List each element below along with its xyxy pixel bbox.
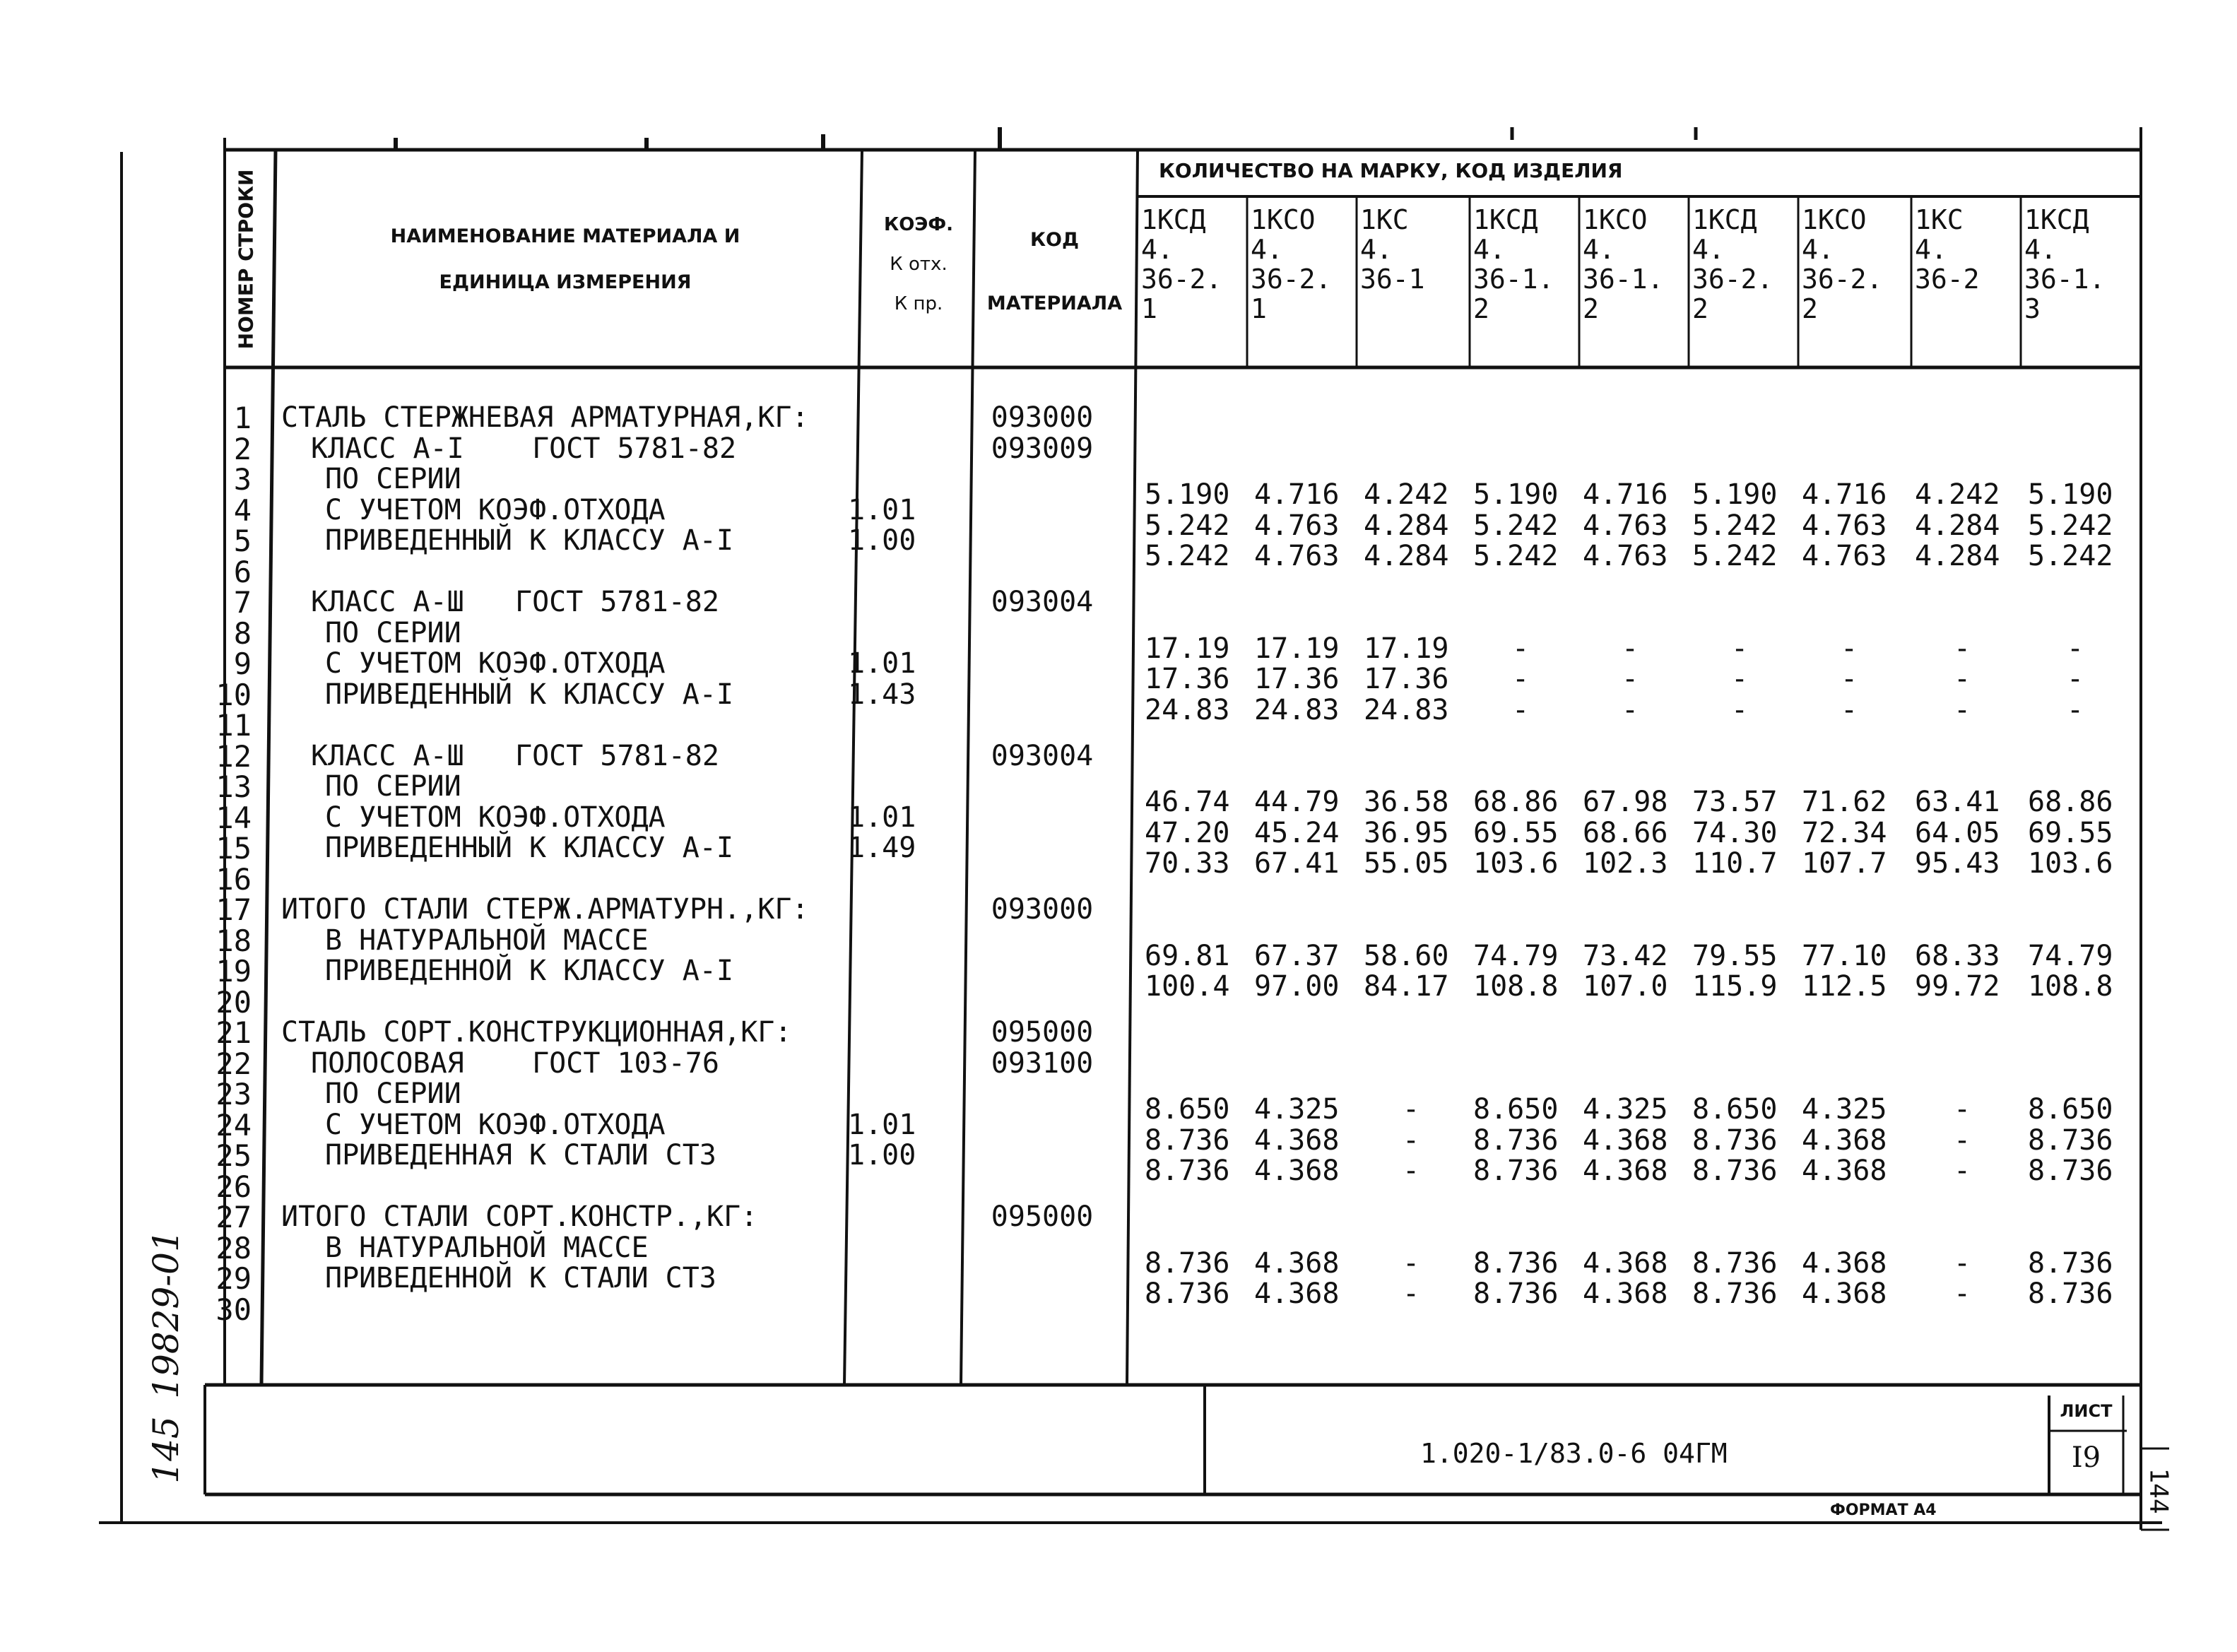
quantity-value: 5.242 <box>2028 540 2113 572</box>
row-number-header: НОМЕР СТРОКИ <box>234 169 258 350</box>
quantity-value: 74.79 <box>1473 939 1559 972</box>
quantity-value: 70.33 <box>1145 847 1230 880</box>
document-code: 1.020-1/83.0-6 04ГМ <box>1420 1438 1728 1469</box>
material-name: ПРИВЕДЕННЫЙ К КЛАССУ А-I <box>325 678 733 711</box>
quantity-value: 4.325 <box>1583 1093 1668 1126</box>
quantity-value: 69.81 <box>1145 939 1230 972</box>
quantity-value: 5.242 <box>1473 540 1559 572</box>
row-number: 9 <box>233 647 252 681</box>
quantity-value: - <box>1403 1155 1420 1187</box>
material-name: ПРИВЕДЕННОЙ К КЛАССУ А-I <box>325 955 733 987</box>
quantity-value: 8.736 <box>2028 1278 2113 1310</box>
quantity-value: 4.368 <box>1254 1155 1340 1187</box>
row-number: 29 <box>216 1261 252 1296</box>
row-number: 13 <box>216 769 252 804</box>
row-number: 4 <box>233 492 252 528</box>
coefficient: 1.00 <box>848 1139 916 1172</box>
quantity-value: 24.83 <box>1254 693 1340 726</box>
quantity-value: 8.736 <box>1692 1246 1778 1280</box>
quantity-value: - <box>1954 1155 1971 1187</box>
quantity-value: 4.368 <box>1802 1155 1887 1187</box>
material-name: С УЧЕТОМ КОЭФ.ОТХОДА <box>325 1108 666 1141</box>
quantity-value: 5.190 <box>2028 478 2113 511</box>
quantity-value: - <box>1622 632 1639 665</box>
quantity-value: 4.716 <box>1583 478 1668 511</box>
row-number: 5 <box>233 524 252 558</box>
row-number: 26 <box>216 1169 252 1204</box>
name-header: НАИМЕНОВАНИЕ МАТЕРИАЛА И ЕДИНИЦА ИЗМЕРЕНИЯ <box>390 225 740 293</box>
row-number: 3 <box>233 462 252 497</box>
material-code: 093004 <box>991 739 1094 772</box>
row-number: 17 <box>216 892 252 927</box>
row-number: 18 <box>216 923 252 958</box>
row-number: 12 <box>216 738 252 774</box>
quantity-value: 4.284 <box>1364 509 1449 542</box>
material-name: С УЧЕТОМ КОЭФ.ОТХОДА <box>325 493 666 526</box>
quantity-value: 4.368 <box>1254 1123 1340 1157</box>
quantity-value: 4.763 <box>1254 540 1340 572</box>
quantity-value: 4.242 <box>1915 478 2000 511</box>
quantity-value: 8.736 <box>1145 1155 1230 1187</box>
row-number: 25 <box>216 1138 252 1173</box>
quantity-value: 17.19 <box>1145 632 1230 665</box>
quantity-value: 95.43 <box>1915 847 2000 880</box>
quantity-value: - <box>1512 632 1530 665</box>
quantity-value: 5.242 <box>2028 509 2113 542</box>
quantity-value: 69.55 <box>2028 816 2113 849</box>
quantity-value: - <box>1403 1123 1420 1157</box>
mark-header-cell: 1КСО 4. 36-1. 2 <box>1583 204 1664 324</box>
material-name: ПРИВЕДЕННАЯ К СТАЛИ СТ3 <box>325 1139 716 1172</box>
quantity-value: 8.736 <box>1145 1123 1230 1157</box>
quantity-value: 4.368 <box>1254 1246 1340 1280</box>
row-number: 21 <box>216 1015 252 1050</box>
quantity-value: 4.763 <box>1583 540 1668 572</box>
coefficient: 1.01 <box>848 493 916 526</box>
material-name: ИТОГО СТАЛИ СТЕРЖ.АРМАТУРН.,КГ: <box>281 893 809 926</box>
quantity-value: 17.19 <box>1254 632 1340 665</box>
quantity-value: 8.650 <box>2028 1093 2113 1126</box>
quantity-value: 5.190 <box>1692 478 1778 511</box>
quantity-value: 107.0 <box>1583 970 1668 1003</box>
material-code: 093100 <box>991 1046 1094 1080</box>
quantity-value: 67.41 <box>1254 847 1340 880</box>
quantity-value: 8.736 <box>1145 1278 1230 1310</box>
material-name: ПРИВЕДЕННЫЙ К КЛАССУ А-I <box>325 832 733 864</box>
row-number: 19 <box>216 954 252 989</box>
material-name: ПО СЕРИИ <box>325 463 461 495</box>
quantity-value: 79.55 <box>1692 939 1778 972</box>
quantity-value: - <box>1731 663 1749 695</box>
coefficient: 1.00 <box>848 524 916 557</box>
quantity-value: - <box>1841 663 1858 695</box>
quantity-value: - <box>1403 1093 1420 1126</box>
row-number: 30 <box>216 1292 252 1327</box>
quantity-value: - <box>1622 693 1639 726</box>
quantity-value: 55.05 <box>1364 847 1449 880</box>
quantity-value: 8.736 <box>1473 1123 1559 1157</box>
format-label: ФОРМАТ А4 <box>1830 1501 1937 1519</box>
row-number: 6 <box>233 554 252 589</box>
quantity-value: 108.8 <box>2028 970 2113 1003</box>
quantity-value: - <box>1954 693 1971 726</box>
quantity-value: 99.72 <box>1915 970 2000 1003</box>
row-number: 15 <box>216 831 252 866</box>
quantity-value: 68.66 <box>1583 816 1668 849</box>
mark-header-cell: 1КС 4. 36-2 <box>1915 204 1980 295</box>
sheet-number: I9 <box>2071 1441 2101 1474</box>
quantity-value: 8.736 <box>2028 1123 2113 1157</box>
material-name: ПО СЕРИИ <box>325 616 461 649</box>
material-code: 093000 <box>991 893 1094 926</box>
row-number: 20 <box>216 984 252 1020</box>
row-number: 14 <box>216 800 252 835</box>
quantity-value: 17.36 <box>1254 663 1340 695</box>
quantity-value: 107.7 <box>1802 847 1887 880</box>
material-name: СТАЛЬ СТЕРЖНЕВАЯ АРМАТУРНАЯ,КГ: <box>281 401 809 434</box>
code-header: КОД МАТЕРИАЛА <box>986 229 1123 314</box>
mark-header-cell: 1КСД 4. 36-2. 2 <box>1692 204 1773 324</box>
quantity-value: 73.42 <box>1583 939 1668 972</box>
sheet-label: ЛИСТ <box>2060 1401 2113 1421</box>
quantity-value: 8.736 <box>1473 1155 1559 1187</box>
quantity-value: 72.34 <box>1802 816 1887 849</box>
quantity-value: 8.736 <box>1473 1246 1559 1280</box>
quantity-value: 4.368 <box>1802 1246 1887 1280</box>
quantity-value: 5.190 <box>1145 478 1230 511</box>
quantity-value: 5.242 <box>1692 540 1778 572</box>
row-number: 11 <box>216 708 252 743</box>
quantity-value: - <box>1512 693 1530 726</box>
coefficient: 1.49 <box>848 832 916 864</box>
quantity-value: 5.190 <box>1473 478 1559 511</box>
row-number: 22 <box>216 1046 252 1081</box>
coefficient: 1.01 <box>848 1108 916 1141</box>
quantity-value: 5.242 <box>1692 509 1778 542</box>
quantity-value: 4.368 <box>1583 1246 1668 1280</box>
row-number: 16 <box>216 861 252 897</box>
quantity-value: 58.60 <box>1364 939 1449 972</box>
quantity-value: - <box>2067 693 2084 726</box>
quantity-value: 68.86 <box>1473 786 1559 818</box>
material-name: КЛАСС А-I ГОСТ 5781-82 <box>311 432 737 465</box>
quantity-value: 4.368 <box>1802 1278 1887 1310</box>
material-code: 095000 <box>991 1016 1094 1049</box>
quantity-value: 8.650 <box>1145 1093 1230 1126</box>
quantity-value: - <box>1731 632 1749 665</box>
material-name: КЛАСС А-Ш ГОСТ 5781-82 <box>311 586 719 618</box>
material-code: 093009 <box>991 432 1094 465</box>
material-name: ПО СЕРИИ <box>325 1078 461 1110</box>
quantity-value: 103.6 <box>2028 847 2113 880</box>
material-code: 093000 <box>991 401 1094 434</box>
row-number: 1 <box>233 401 252 435</box>
quantity-value: 115.9 <box>1692 970 1778 1003</box>
quantity-value: 8.736 <box>1692 1123 1778 1157</box>
quantity-value: 4.284 <box>1915 540 2000 572</box>
material-name: КЛАСС А-Ш ГОСТ 5781-82 <box>311 739 719 772</box>
material-name: В НАТУРАЛЬНОЙ МАССЕ <box>325 924 649 957</box>
material-code: 095000 <box>991 1200 1094 1233</box>
quantity-value: 44.79 <box>1254 786 1340 818</box>
material-name: СТАЛЬ СОРТ.КОНСТРУКЦИОННАЯ,КГ: <box>281 1016 792 1049</box>
quantity-value: 4.763 <box>1254 509 1340 542</box>
material-name: С УЧЕТОМ КОЭФ.ОТХОДА <box>325 647 666 680</box>
page-number-side: 144 <box>2144 1468 2173 1514</box>
quantity-value: 64.05 <box>1915 816 2000 849</box>
quantity-value: 73.57 <box>1692 786 1778 818</box>
coefficient: 1.01 <box>848 801 916 834</box>
coef-header: КОЭФ. К отх. К пр. <box>883 214 954 314</box>
quantity-value: 67.98 <box>1583 786 1668 818</box>
material-name: В НАТУРАЛЬНОЙ МАССЕ <box>325 1231 649 1264</box>
quantity-value: 4.325 <box>1802 1093 1887 1126</box>
quantity-value: - <box>1954 632 1971 665</box>
quantity-value: - <box>1622 663 1639 695</box>
quantity-value: 4.325 <box>1254 1093 1340 1126</box>
row-number: 2 <box>233 431 252 466</box>
mark-header-cell: 1КСД 4. 36-2. 1 <box>1141 204 1222 324</box>
mark-header-cell: 1КСО 4. 36-2. 1 <box>1251 204 1332 324</box>
material-name: С УЧЕТОМ КОЭФ.ОТХОДА <box>325 801 666 834</box>
material-code: 093004 <box>991 586 1094 618</box>
quantity-value: - <box>1403 1278 1420 1310</box>
quantity-value: 69.55 <box>1473 816 1559 849</box>
mark-header-cell: 1КСО 4. 36-2. 2 <box>1802 204 1883 324</box>
quantity-value: - <box>1841 632 1858 665</box>
quantity-value: 68.33 <box>1915 939 2000 972</box>
quantity-value: 4.368 <box>1583 1278 1668 1310</box>
quantity-value: 74.30 <box>1692 816 1778 849</box>
quantity-value: - <box>1954 1123 1971 1157</box>
quantity-value: 8.650 <box>1473 1093 1559 1126</box>
coefficient: 1.01 <box>848 647 916 680</box>
mark-header-cell: 1КСД 4. 36-1. 3 <box>2024 204 2106 324</box>
row-number: 28 <box>216 1230 252 1265</box>
quantity-value: 4.368 <box>1802 1123 1887 1157</box>
quantity-value: - <box>1954 1093 1971 1126</box>
mark-header-cell: 1КС 4. 36-1 <box>1360 204 1425 295</box>
quantity-value: 4.368 <box>1583 1155 1668 1187</box>
quantity-value: 102.3 <box>1583 847 1668 880</box>
row-number: 23 <box>216 1077 252 1111</box>
material-name: ПОЛОСОВАЯ ГОСТ 103-76 <box>311 1046 719 1080</box>
mark-header-cell: 1КСД 4. 36-1. 2 <box>1473 204 1554 324</box>
quantity-value: 5.242 <box>1145 509 1230 542</box>
material-name: ПО СЕРИИ <box>325 770 461 803</box>
material-name: ПРИВЕДЕННОЙ К СТАЛИ СТ3 <box>325 1262 716 1294</box>
material-name: ИТОГО СТАЛИ СОРТ.КОНСТР.,КГ: <box>281 1200 758 1233</box>
quantity-value: 67.37 <box>1254 939 1340 972</box>
quantity-value: - <box>1841 693 1858 726</box>
quantity-value: 100.4 <box>1145 970 1230 1003</box>
quantity-value: 4.716 <box>1802 478 1887 511</box>
row-number: 10 <box>216 677 252 712</box>
quantity-value: 24.83 <box>1364 693 1449 726</box>
quantity-value: - <box>1731 693 1749 726</box>
quantity-value: 84.17 <box>1364 970 1449 1003</box>
quantity-value: 5.242 <box>1473 509 1559 542</box>
quantity-value: 4.368 <box>1254 1278 1340 1310</box>
row-number: 27 <box>216 1200 252 1234</box>
quantity-value: 8.736 <box>1692 1278 1778 1310</box>
quantity-value: 47.20 <box>1145 816 1230 849</box>
quantity-value: 4.763 <box>1802 540 1887 572</box>
material-name: ПРИВЕДЕННЫЙ К КЛАССУ А-I <box>325 524 733 557</box>
quantity-value: 63.41 <box>1915 786 2000 818</box>
quantity-value: 17.36 <box>1145 663 1230 695</box>
quantity-value: 8.736 <box>1145 1246 1230 1280</box>
quantity-value: 8.736 <box>2028 1246 2113 1280</box>
quantity-value: - <box>1954 663 1971 695</box>
quantity-value: 36.58 <box>1364 786 1449 818</box>
quantity-value: 74.79 <box>2028 939 2113 972</box>
quantity-value: 4.716 <box>1254 478 1340 511</box>
quantity-value: 36.95 <box>1364 816 1449 849</box>
quantity-value: 103.6 <box>1473 847 1559 880</box>
quantity-value: 8.736 <box>1473 1278 1559 1310</box>
quantity-value: 24.83 <box>1145 693 1230 726</box>
quantity-value: - <box>1512 663 1530 695</box>
quantity-value: 112.5 <box>1802 970 1887 1003</box>
quantity-value: 108.8 <box>1473 970 1559 1003</box>
quantity-value: 45.24 <box>1254 816 1340 849</box>
quantity-value: 4.763 <box>1583 509 1668 542</box>
quantity-value: - <box>1403 1246 1420 1280</box>
quantity-value: 71.62 <box>1802 786 1887 818</box>
quantity-value: 4.368 <box>1583 1123 1668 1157</box>
row-number: 8 <box>233 615 252 651</box>
quantity-value: - <box>2067 663 2084 695</box>
quantity-value: 8.650 <box>1692 1093 1778 1126</box>
quantity-value: 4.763 <box>1802 509 1887 542</box>
quantity-value: 46.74 <box>1145 786 1230 818</box>
quantity-header: КОЛИЧЕСТВО НА МАРКУ, КОД ИЗДЕЛИЯ <box>1159 159 1623 182</box>
quantity-value: 8.736 <box>2028 1155 2113 1187</box>
quantity-value: - <box>1954 1246 1971 1280</box>
row-number: 24 <box>216 1107 252 1143</box>
quantity-value: - <box>1954 1278 1971 1310</box>
quantity-value: 110.7 <box>1692 847 1778 880</box>
quantity-value: 77.10 <box>1802 939 1887 972</box>
quantity-value: 17.19 <box>1364 632 1449 665</box>
quantity-value: 97.00 <box>1254 970 1340 1003</box>
quantity-value: 4.284 <box>1915 509 2000 542</box>
quantity-value: - <box>2067 632 2084 665</box>
quantity-value: 4.284 <box>1364 540 1449 572</box>
side-handwritten-number: 19829-01 145 <box>146 1229 187 1484</box>
quantity-value: 17.36 <box>1364 663 1449 695</box>
quantity-value: 68.86 <box>2028 786 2113 818</box>
quantity-value: 5.242 <box>1145 540 1230 572</box>
coefficient: 1.43 <box>848 678 916 711</box>
row-number: 7 <box>233 585 252 620</box>
quantity-value: 4.242 <box>1364 478 1449 511</box>
quantity-value: 8.736 <box>1692 1155 1778 1187</box>
